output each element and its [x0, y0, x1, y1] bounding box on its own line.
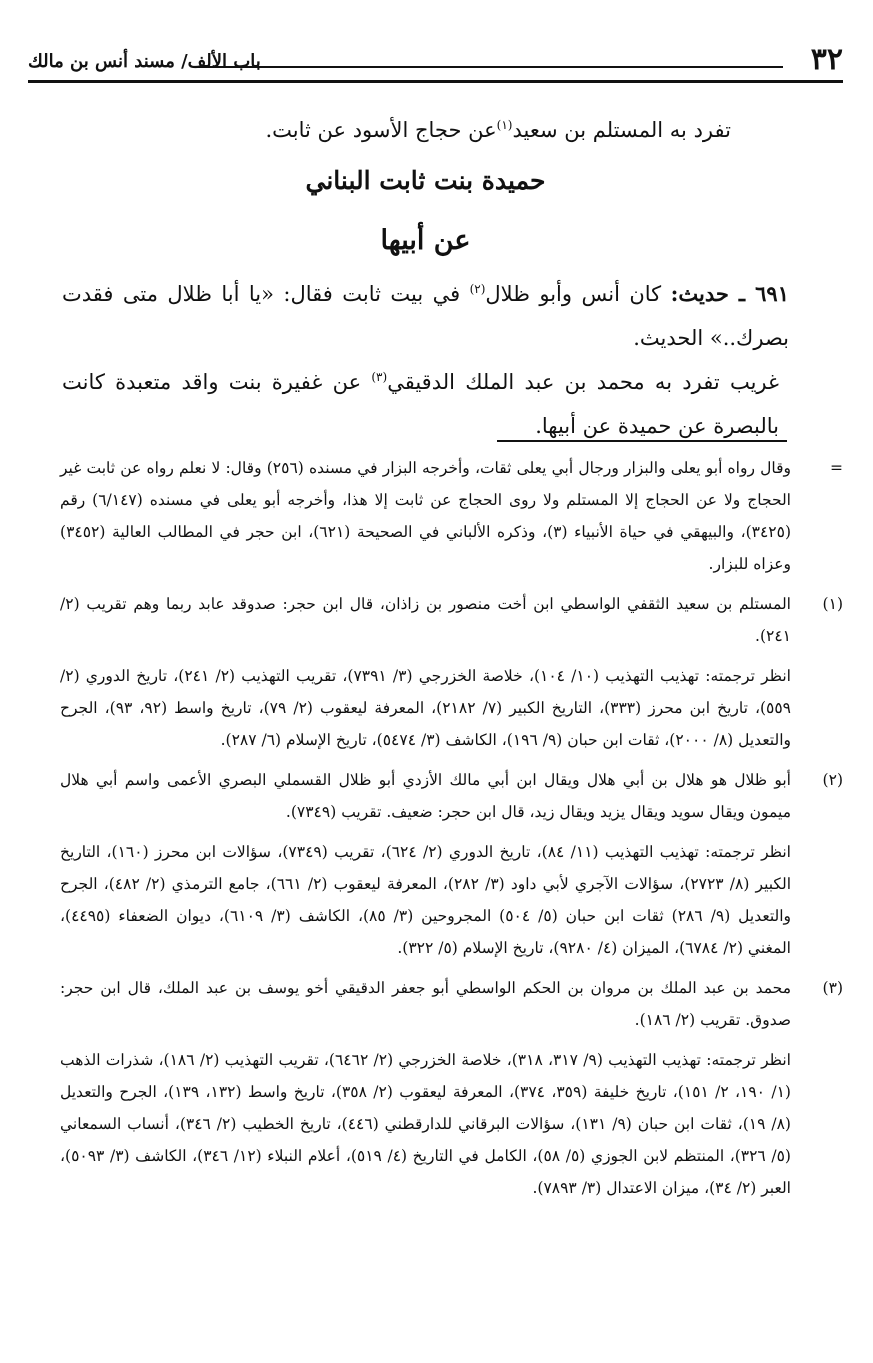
continuation-marker: = — [830, 459, 843, 477]
footnote-1-number: (١) — [822, 595, 843, 613]
footnote-2-references: انظر ترجمته: تهذيب التهذيب (١١/ ٨٤)، تاريخ الدوري (٢/ ٦٢٤)، تقريب (٧٣٤٩)، سؤالات ابن محرز (١٦٠)، التاريخ الكبير (٨/ ٢٧٢٣)، سؤالات الآجري لأبي داود (٣/ ٢٨٢)، المعرفة ليعقوب (٢/ ٦٦١)، جامع الترمذي (٢/ ٤٨٢)، الجرح والتعديل (٩/ ٢٨٦) ثقات ابن حبان (٥/ ٥٠٤) المجروحين (٣/ ٨٥)، الكاشف (٣/ ٦١٠٩)، ديوان الضعفاء (٤٤٩٥)، المغني (٢/ ٦٧٨٤)، الميزان (٤/ ٩٢٨٠)، تاريخ الإسلام (٥/ ٣٢٢). — [60, 843, 792, 957]
footnote-separator — [497, 440, 787, 442]
intro-text-end: عن حجاج الأسود عن ثابت. — [265, 118, 497, 142]
footnote-ref-1: (١) — [496, 118, 513, 132]
footnote-3 — [60, 972, 843, 1036]
footnote-continuation — [60, 452, 843, 580]
header-underline — [28, 80, 843, 83]
footnote-3-references: انظر ترجمته: تهذيب التهذيب (٩/ ٣١٧، ٣١٨)، خلاصة الخزرجي (٢/ ٦٤٦٢)، تقريب التهذيب (٢/ ١٨٦)، شذرات الذهب (١/ ١٩٠، ٢/ ١٥١)، تاريخ خليفة (٣٥٩، ٣٧٤)، المعرفة ليعقوب (٢/ ٣٥٨)، تاريخ واسط (١٣٢، ١٣٩)، الجرح والتعديل (٨/ ١٩)، ثقات ابن حبان (٩/ ١٣١)، سؤالات البرقاني للدارقطني (٤٤٦)، تاريخ الخطيب (٢/ ٣٤٦)، أنساب السمعاني (٥/ ٣٢٦)، المنتظم لابن الجوزي (٥/ ٥٨)، الكامل في التاريخ (٤/ ٥١٩)، أعلام النبلاء (١٢/ ٣٤٦)، الكاشف (٣/ ٥٠٩٣)، العبر (٢/ ٣٤)، ميزان الاعتدال (٣/ ٧٨٩٣). — [60, 1051, 791, 1197]
hadith-label: ٦٩١ ـ حديث: — [670, 281, 789, 306]
intro-paragraph — [62, 108, 789, 152]
footnote-2-number: (٢) — [822, 771, 843, 789]
footnote-3-text: محمد بن عبد الملك بن مروان بن الحكم الواسطي أبو جعفر الدقيقي أخو يوسف بن عبد الملك، قال ابن حجر: صدوق. تقريب (٢/ ١٨٦). — [60, 979, 791, 1029]
gharib-paragraph — [62, 360, 789, 448]
footnote-2-text: أبو ظلال هو هلال بن أبي هلال ويقال ابن أبي مالك الأزدي أبو ظلال القسملي البصري الأعمى واسم أبي هلال ميمون ويقال سويد ويقال يزيد ويقال زيد، قال ابن حجر: ضعيف. تقريب (٧٣٤٩). — [60, 771, 791, 821]
hadith-text-start: كان أنس وأبو ظلال — [485, 282, 671, 306]
footnote-ref-2: (٢) — [469, 282, 486, 296]
page-number: ٣٢ — [810, 42, 843, 77]
footnote-2 — [60, 764, 843, 828]
hadith-paragraph — [62, 272, 789, 360]
gharib-text-end: عن غفيرة بنت واقد متعبدة كانت بالبصرة عن حميدة عن أبيها. — [62, 370, 779, 438]
footnote-3-number: (٣) — [822, 979, 843, 997]
hadith-text-end: في بيت ثابت فقال: «يا أبا ظلال متى فقدت بصرك..» الحديث. — [62, 282, 789, 350]
page-header — [28, 42, 843, 80]
footnote-1-references: انظر ترجمته: تهذيب التهذيب (١٠/ ١٠٤)، خلاصة الخزرجي (٣/ ٧٣٩١)، تقريب التهذيب (٢/ ٢٤١)، تاريخ الدوري (٢/ ٥٥٩)، تاريخ ابن محرز (٣٣٣)، التاريخ الكبير (٧/ ٢١٨٢)، المعرفة ليعقوب (٢/ ٧٩)، تاريخ واسط (٩٢، ٩٣)، الجرح والتعديل (٨/ ٢٠٠٠)، ثقات ابن حبان (٩/ ١٩٦)، الكاشف (٣/ ٥٤٧٤)، تاريخ الإسلام (٦/ ٢٨٧). — [60, 667, 792, 749]
gharib-text-start: غريب تفرد به محمد بن عبد الملك الدقيقي — [387, 370, 779, 394]
header-rule — [198, 66, 783, 68]
main-text — [62, 108, 789, 448]
running-title: باب الألف/ مسند أنس بن مالك — [28, 51, 261, 72]
section-subtitle: عن أبيها — [380, 225, 471, 256]
section-title: حميدة بنت ثابت البناني — [305, 166, 546, 195]
footnote-1 — [60, 588, 843, 652]
footnotes — [60, 452, 843, 1212]
footnote-ref-3: (٣) — [371, 370, 388, 384]
footnote-1-text: المستلم بن سعيد الثقفي الواسطي ابن أخت منصور بن زاذان، قال ابن حجر: صدوقد عابد ربما وهم تقريب (٢/ ٢٤١). — [60, 595, 791, 645]
intro-text-start: تفرد به المستلم بن سعيد — [512, 118, 731, 142]
continuation-text: وقال رواه أبو يعلى والبزار ورجال أبي يعلى ثقات، وأخرجه البزار في مسنده (٢٥٦) وقال: لا نعلم رواه عن ثابت غير الحجاج ولا عن الحجاج إلا المستلم ولا روى الحجاج عن ثابت إلا هذا، وأخرجه أبو يعلى في مسنده (٦/١٤٧) رقم (٣٤٢٥)، والبيهقي في حياة الأنبياء (٣)، وذكره الألباني في الصحيحة (٦٢١)، ابن حجر في المطالب العالية (٣٤٥٢) وعزاه للبزار. — [60, 459, 791, 573]
